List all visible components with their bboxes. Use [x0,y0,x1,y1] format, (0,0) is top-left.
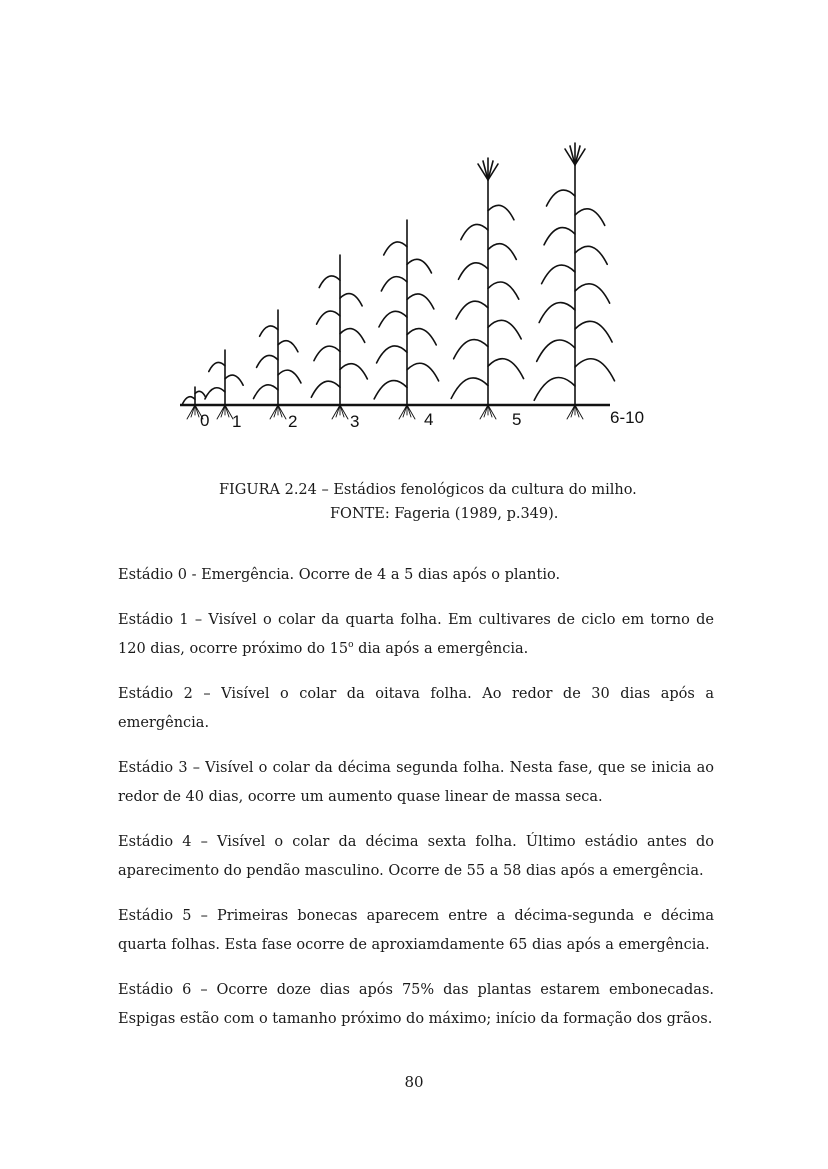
maize-plant-5 [451,158,523,419]
paragraph-stage-6 [118,976,714,1034]
paragraph-text-tail: dia após a emergência. [353,641,529,657]
paragraph-text: Estádio 4 – Visível o colar da décima sexta folha. Último estádio antes do aparecimento do pendão masculino. Ocorre de 55 a 58 dias após a emergência. [118,834,714,879]
stage-label-5: 5 [512,410,522,429]
paragraph-stage-4 [118,828,714,886]
paragraph-text: Estádio 3 – Visível o colar da décima segunda folha. Nesta fase, que se inicia ao redor de 40 dias, ocorre um aumento quase linear de massa seca. [118,760,714,805]
maize-stages-figure [170,140,650,440]
stage-label-2: 2 [288,412,298,431]
stage-label-6-10: 6-10 [610,408,645,427]
maize-plant-1 [205,350,243,419]
maize-plant-6 [534,143,614,419]
paragraph-stage-0 [118,561,714,590]
paragraph-stage-5 [118,902,714,960]
figure-caption-title: FIGURA 2.24 – Estádios fenológicos da cultura do milho. [219,482,637,498]
figure-caption-source: FONTE: Fageria (1989, p.349). [330,506,559,522]
paragraph-stage-1 [118,606,714,664]
paragraph-text: Estádio 2 – Visível o colar da oitava folha. Ao redor de 30 dias após a emergência. [118,686,714,731]
maize-stages-drawing [170,140,650,440]
paragraph-text: Estádio 1 – Visível o colar da quarta folha. Em cultivares de ciclo em torno de 120 dias, ocorre próximo do 15 [118,612,714,657]
page-number: 80 [404,1073,424,1091]
paragraph-text: Estádio 0 - Emergência. Ocorre de 4 a 5 dias após o plantio. [118,567,561,583]
maize-plant-4 [374,220,438,419]
maize-plant-2 [254,310,301,419]
stage-label-4: 4 [424,410,434,429]
paragraph-text: Estádio 5 – Primeiras bonecas aparecem entre a décima-segunda e décima quarta folhas. Esta fase ocorre de aproxiamdamente 65 dias após a emergência. [118,908,714,953]
paragraph-stage-2 [118,680,714,738]
ordinal-superscript: o [348,640,354,650]
body-text [118,561,714,1050]
stage-label-1: 1 [232,412,242,431]
paragraph-stage-3 [118,754,714,812]
stage-label-3: 3 [350,412,360,431]
maize-plant-3 [311,255,367,419]
stage-label-0: 0 [200,411,210,430]
paragraph-text: Estádio 6 – Ocorre doze dias após 75% das plantas estarem embonecadas. Espigas estão com o tamanho próximo do máximo; início da formação dos grãos. [118,982,714,1027]
